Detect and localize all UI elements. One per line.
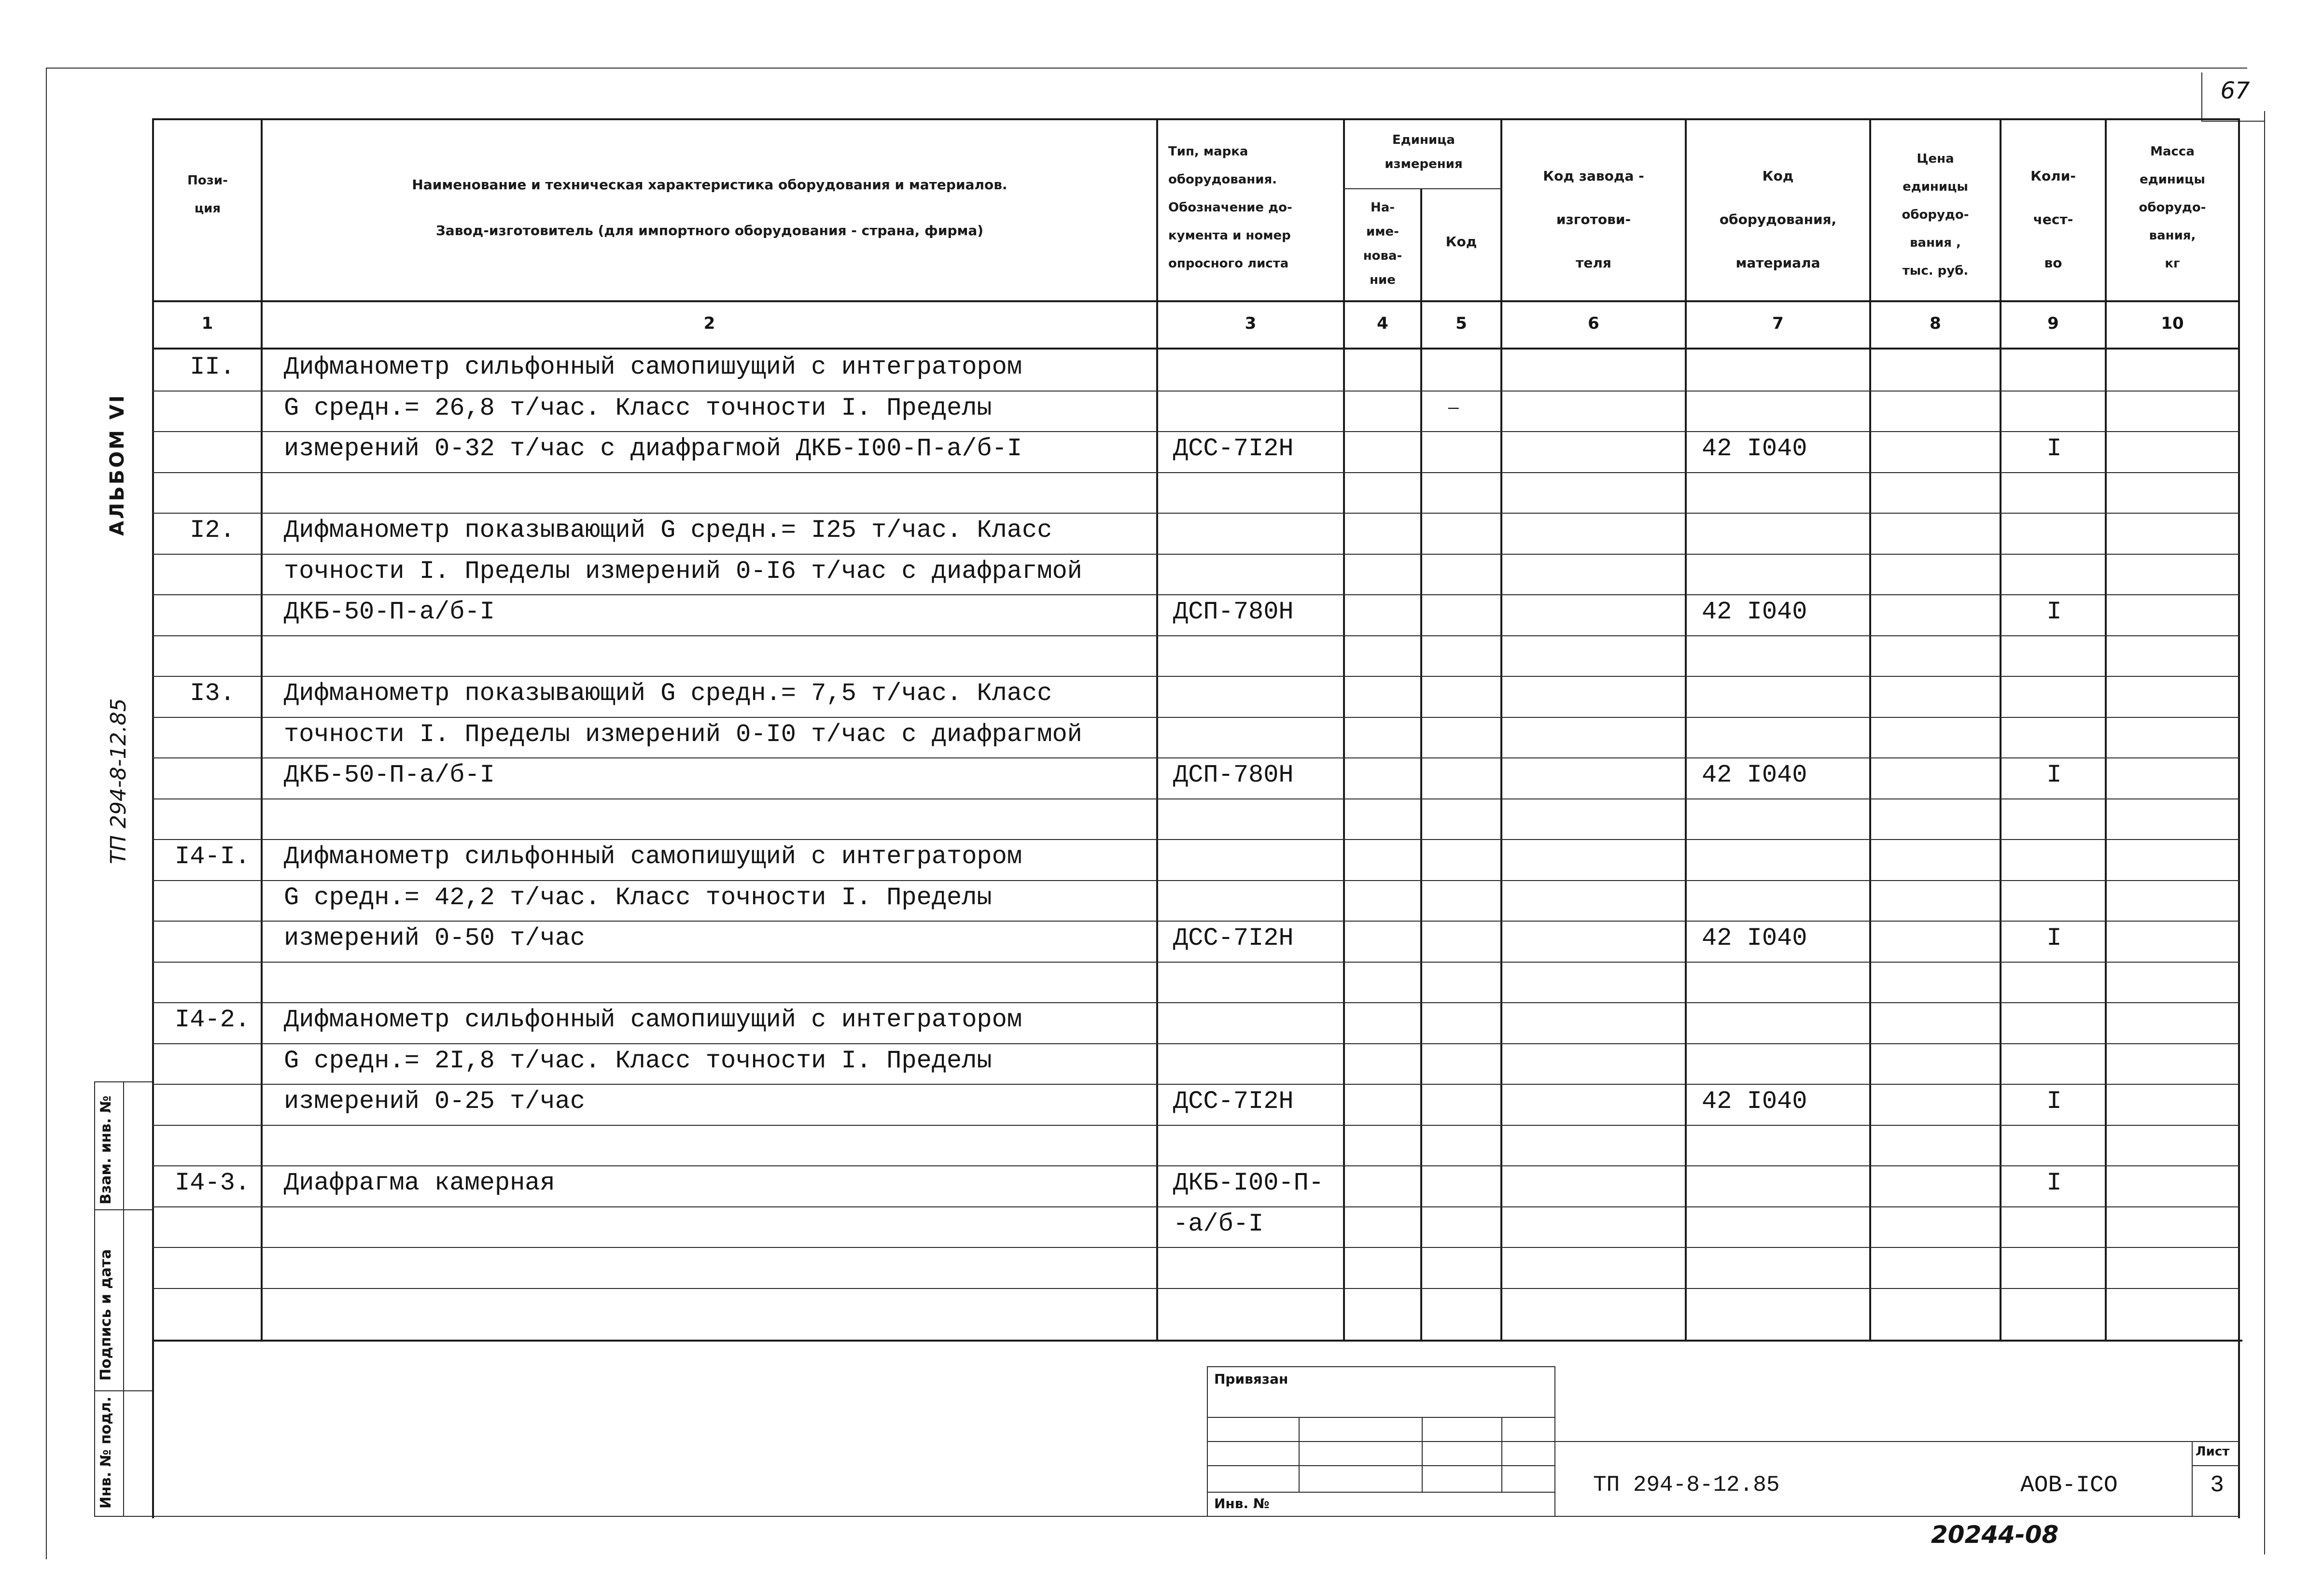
side-strip-left <box>94 1081 95 1516</box>
type-cell: -а/б-I <box>1173 1210 1264 1238</box>
header-col2: Наименование и техническая характеристика оборудования и материалов. Завод-изготовитель (для импортного оборудования - страна, фирма) <box>412 177 1008 238</box>
column-number-5: 5 <box>1455 314 1467 333</box>
row-separator <box>152 635 2240 636</box>
frame-top-edge <box>46 68 2247 69</box>
type-cell: ДСС-7I2Н <box>1173 1087 1294 1116</box>
name-cell: Дифманометр сильфонный самопишущий с интегратором <box>284 842 1022 871</box>
quantity-cell: I <box>2046 924 2062 952</box>
col-sep-7 <box>1869 118 1871 1342</box>
column-number-2: 2 <box>703 314 715 333</box>
position-cell: I4-3. <box>174 1169 251 1197</box>
header-col3: Тип, марка оборудования. Обозначение до- кумента и номер опросного листа <box>1168 144 1292 271</box>
col-sep-8 <box>2000 118 2001 1342</box>
unit-code-cell: — <box>1448 398 1459 418</box>
table-bottom-border <box>152 1340 2242 1342</box>
header-col9: Коли- чест- во <box>2030 168 2076 271</box>
name-cell: G средн.= 2I,8 т/час. Класс точности I. Пределы <box>284 1047 992 1075</box>
column-number-6: 6 <box>1588 314 1599 333</box>
sheet-code: АОВ-IСО <box>2020 1472 2118 1498</box>
inv-original-label: Инв. № подл. <box>98 1396 114 1509</box>
name-cell: точности I. Пределы измерений 0-I6 т/час с диафрагмой <box>284 557 1082 586</box>
row-separator <box>152 798 2240 799</box>
page-number: 67 <box>2220 77 2250 104</box>
header-col10: Масса единицы оборудо- вания, кг <box>2139 144 2206 271</box>
header-col7: Код оборудования, материала <box>1719 168 1837 271</box>
sheet-label: Лист <box>2196 1444 2230 1459</box>
quantity-cell: I <box>2046 761 2062 789</box>
equipment-code-cell: 42 I040 <box>1702 434 1807 463</box>
side-strip-mid <box>123 1081 124 1516</box>
col-sep-9 <box>2105 118 2107 1342</box>
sheet-box-divider <box>2192 1465 2240 1466</box>
name-cell: G средн.= 42,2 т/час. Класс точности I. Пределы <box>284 883 992 912</box>
column-number-8: 8 <box>1930 314 1941 333</box>
attached-col-3 <box>1501 1417 1502 1492</box>
column-number-9: 9 <box>2047 314 2059 333</box>
type-cell: ДКБ-I00-П- <box>1173 1169 1324 1197</box>
quantity-cell: I <box>2046 1087 2062 1116</box>
frame-left-edge <box>46 68 47 1559</box>
replacement-inv-label: Взам. инв. № <box>98 1095 114 1204</box>
type-cell: ДСП-780Н <box>1173 598 1294 626</box>
frame-bottom-edge <box>152 1516 2240 1517</box>
name-cell: G средн.= 26,8 т/час. Класс точности I. Пределы <box>284 394 992 422</box>
sheet-box-left <box>2192 1441 2193 1516</box>
col-sep-4 <box>1420 188 1422 1342</box>
page-number-box-left <box>2201 72 2202 121</box>
col-sep-6 <box>1685 118 1687 1342</box>
title-block-top <box>1554 1441 2240 1442</box>
header-col1: Пози- ция <box>187 173 228 216</box>
archive-number: 20244-08 <box>1931 1521 2059 1549</box>
name-cell: Дифманометр сильфонный самопишущий с интегратором <box>284 353 1022 381</box>
equipment-code-cell: 42 I040 <box>1702 761 1807 789</box>
document-code: ТП 294-8-12.85 <box>1593 1472 1780 1498</box>
side-strip-div1 <box>94 1209 152 1210</box>
column-number-1: 1 <box>201 314 213 333</box>
name-cell: Дифманометр показывающий G средн.= 7,5 т/час. Класс <box>284 679 1052 708</box>
equipment-code-cell: 42 I040 <box>1702 598 1807 626</box>
page-number-box-bottom <box>2201 121 2264 122</box>
type-cell: ДСП-780Н <box>1173 761 1294 789</box>
column-number-3: 3 <box>1245 314 1257 333</box>
album-label: АЛЬБОМ VI <box>106 393 128 536</box>
name-cell: Дифманометр показывающий G средн.= I25 т/час. Класс <box>284 516 1052 545</box>
attached-row-1 <box>1207 1417 1554 1418</box>
attached-row-2 <box>1207 1441 1554 1442</box>
position-cell: I4-2. <box>174 1006 251 1034</box>
attached-row-4 <box>1207 1492 1554 1493</box>
row-separator <box>152 1125 2240 1126</box>
name-cell: Диафрагма камерная <box>284 1169 555 1197</box>
position-cell: I3. <box>190 679 235 708</box>
quantity-cell: I <box>2046 1169 2062 1197</box>
col-sep-5 <box>1500 118 1502 1342</box>
sheet-number: 3 <box>2210 1472 2224 1498</box>
quantity-cell: I <box>2046 598 2062 626</box>
position-cell: I2. <box>190 516 235 545</box>
name-cell: измерений 0-32 т/час с диафрагмой ДКБ-I00-П-а/б-I <box>284 434 1022 463</box>
column-number-10: 10 <box>2161 314 2184 333</box>
name-cell: точности I. Пределы измерений 0-I0 т/час с диафрагмой <box>284 720 1082 749</box>
position-cell: I4-I. <box>174 842 251 871</box>
attached-label: Привязан <box>1214 1371 1288 1387</box>
table-right-border <box>2238 118 2240 1518</box>
header-bottom-border <box>152 300 2240 302</box>
row-separator <box>152 472 2240 473</box>
header-col8: Цена единицы оборудо- вания , тыс. руб. <box>1902 152 1969 278</box>
side-strip-top <box>94 1081 152 1082</box>
side-strip-bottom <box>94 1516 152 1517</box>
column-number-7: 7 <box>1772 314 1784 333</box>
name-cell: измерений 0-25 т/час <box>284 1087 586 1116</box>
col-sep-2 <box>1156 118 1158 1342</box>
header-col4: На- име- нова- ние <box>1363 200 1402 287</box>
quantity-cell: I <box>2046 434 2062 463</box>
inv-no-label: Инв. № <box>1214 1496 1270 1512</box>
name-cell: измерений 0-50 т/час <box>284 924 586 952</box>
position-cell: II. <box>190 353 235 381</box>
name-cell: Дифманометр сильфонный самопишущий с интегратором <box>284 1006 1022 1034</box>
attached-row-3 <box>1207 1465 1554 1466</box>
table-top-border <box>152 118 2240 120</box>
attached-col-1 <box>1299 1417 1300 1492</box>
row-separator <box>152 1288 2240 1289</box>
row-separator <box>152 962 2240 963</box>
project-side-label: ТП 294-8-12.85 <box>106 698 131 864</box>
type-cell: ДСС-7I2Н <box>1173 434 1294 463</box>
attached-col-2 <box>1422 1417 1423 1492</box>
header-col6: Код завода - изготови- теля <box>1543 168 1644 271</box>
column-number-4: 4 <box>1377 314 1388 333</box>
header-unit-group: Единица измерения <box>1385 133 1463 171</box>
equipment-code-cell: 42 I040 <box>1702 924 1807 952</box>
name-cell: ДКБ-50-П-а/б-I <box>284 598 495 626</box>
name-cell: ДКБ-50-П-а/б-I <box>284 761 495 789</box>
row-separator <box>152 1247 2240 1248</box>
type-cell: ДСС-7I2Н <box>1173 924 1294 952</box>
col-sep-1 <box>261 118 263 1342</box>
equipment-code-cell: 42 I040 <box>1702 1087 1807 1116</box>
signature-date-label: Подпись и дата <box>98 1249 114 1381</box>
frame-right-edge <box>2264 111 2265 1554</box>
unit-group-divider <box>1343 188 1502 189</box>
side-strip-div2 <box>94 1390 152 1391</box>
header-col5: Код <box>1445 234 1477 250</box>
col-sep-3 <box>1343 118 1345 1342</box>
attached-box-top <box>1207 1366 1554 1367</box>
